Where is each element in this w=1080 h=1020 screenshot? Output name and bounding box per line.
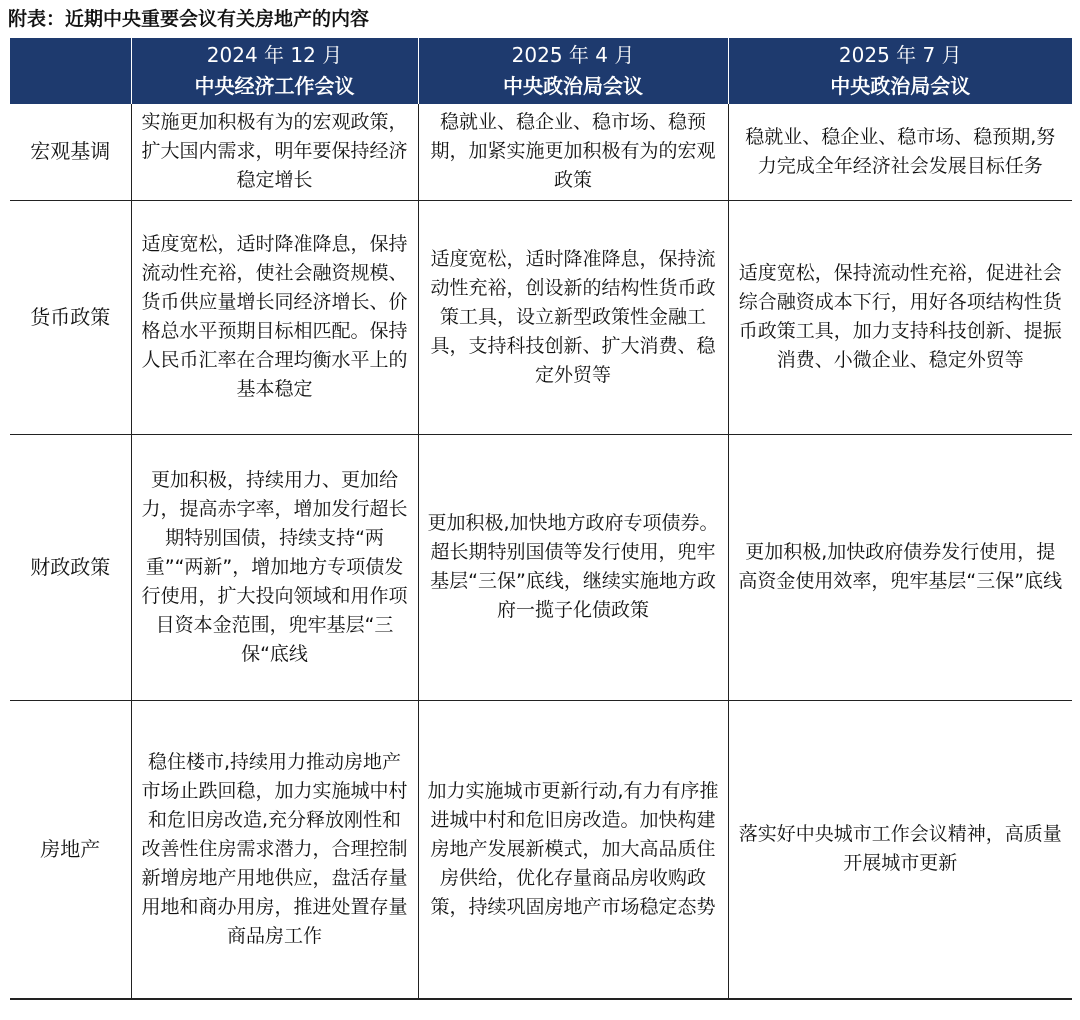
table-cell: 稳就业、稳企业、稳市场、稳预期,努力完成全年经济社会发展目标任务 xyxy=(728,104,1072,200)
table-cell: 更加积极，持续用力、更加给力，提高赤字率，增加发行超长期特别国债，持续支持“两重”“两新”，增加地方专项债发行使用，扩大投向领域和用作项目资本金范围，兜牢基层“三保“底线 xyxy=(131,434,418,700)
row-label: 房地产 xyxy=(10,700,131,999)
table-cell: 落实好中央城市工作会议精神，高质量开展城市更新 xyxy=(728,700,1072,999)
table-row-macro xyxy=(10,104,1072,200)
row-label: 财政政策 xyxy=(10,434,131,700)
header-row xyxy=(10,38,1072,104)
table-cell: 更加积极,加快政府债券发行使用，提高资金使用效率，兜牢基层“三保”底线 xyxy=(728,434,1072,700)
header-date: 2024 年 12 月 xyxy=(206,43,343,67)
table-row-monetary xyxy=(10,200,1072,434)
table-title: 附表：近期中央重要会议有关房地产的内容 xyxy=(8,8,370,30)
table-row-real-estate xyxy=(10,700,1072,999)
row-label: 宏观基调 xyxy=(10,104,131,200)
table-cell: 更加积极,加快地方政府专项债券。超长期特别国债等发行使用，兜牢基层“三保”底线，继续实施地方政府一揽子化债政策 xyxy=(418,434,728,700)
header-date: 2025 年 4 月 xyxy=(511,43,635,67)
table-cell: 适度宽松，保持流动性充裕，促进社会综合融资成本下行，用好各项结构性货币政策工具，加力支持科技创新、提振消费、小微企业、稳定外贸等 xyxy=(728,200,1072,434)
header-meeting-name: 中央政治局会议 xyxy=(830,74,971,98)
header-column-jul-2025 xyxy=(728,38,1072,104)
table-cell: 适度宽松，适时降准降息，保持流动性充裕，创设新的结构性货币政策工具，设立新型政策性金融工具，支持科技创新、扩大消费、稳定外贸等 xyxy=(418,200,728,434)
header-column-apr-2025 xyxy=(418,38,728,104)
table-cell: 稳住楼市,持续用力推动房地产市场止跌回稳，加力实施城中村和危旧房改造,充分释放刚性和改善性住房需求潜力，合理控制新增房地产用地供应，盘活存量用地和商办用房，推进处置存量商品房工作 xyxy=(131,700,418,999)
header-corner xyxy=(10,38,131,104)
policy-comparison-table xyxy=(10,38,1072,1000)
table-cell: 实施更加积极有为的宏观政策，扩大国内需求，明年要保持经济稳定增长 xyxy=(131,104,418,200)
header-meeting-name: 中央政治局会议 xyxy=(503,74,643,98)
table-cell: 稳就业、稳企业、稳市场、稳预期，加紧实施更加积极有为的宏观政策 xyxy=(418,104,728,200)
table-cell: 适度宽松，适时降准降息，保持流动性充裕，使社会融资规模、货币供应量增长同经济增长、价格总水平预期目标相匹配。保持人民币汇率在合理均衡水平上的基本稳定 xyxy=(131,200,418,434)
header-meeting-name: 中央经济工作会议 xyxy=(194,74,355,98)
header-date: 2025 年 7 月 xyxy=(838,43,962,67)
row-label: 货币政策 xyxy=(10,200,131,434)
header-column-dec-2024 xyxy=(131,38,418,104)
table-cell: 加力实施城市更新行动,有力有序推进城中村和危旧房改造。加快构建房地产发展新模式，加大高品质住房供给，优化存量商品房收购政策，持续巩固房地产市场稳定态势 xyxy=(418,700,728,999)
table-row-fiscal xyxy=(10,434,1072,700)
